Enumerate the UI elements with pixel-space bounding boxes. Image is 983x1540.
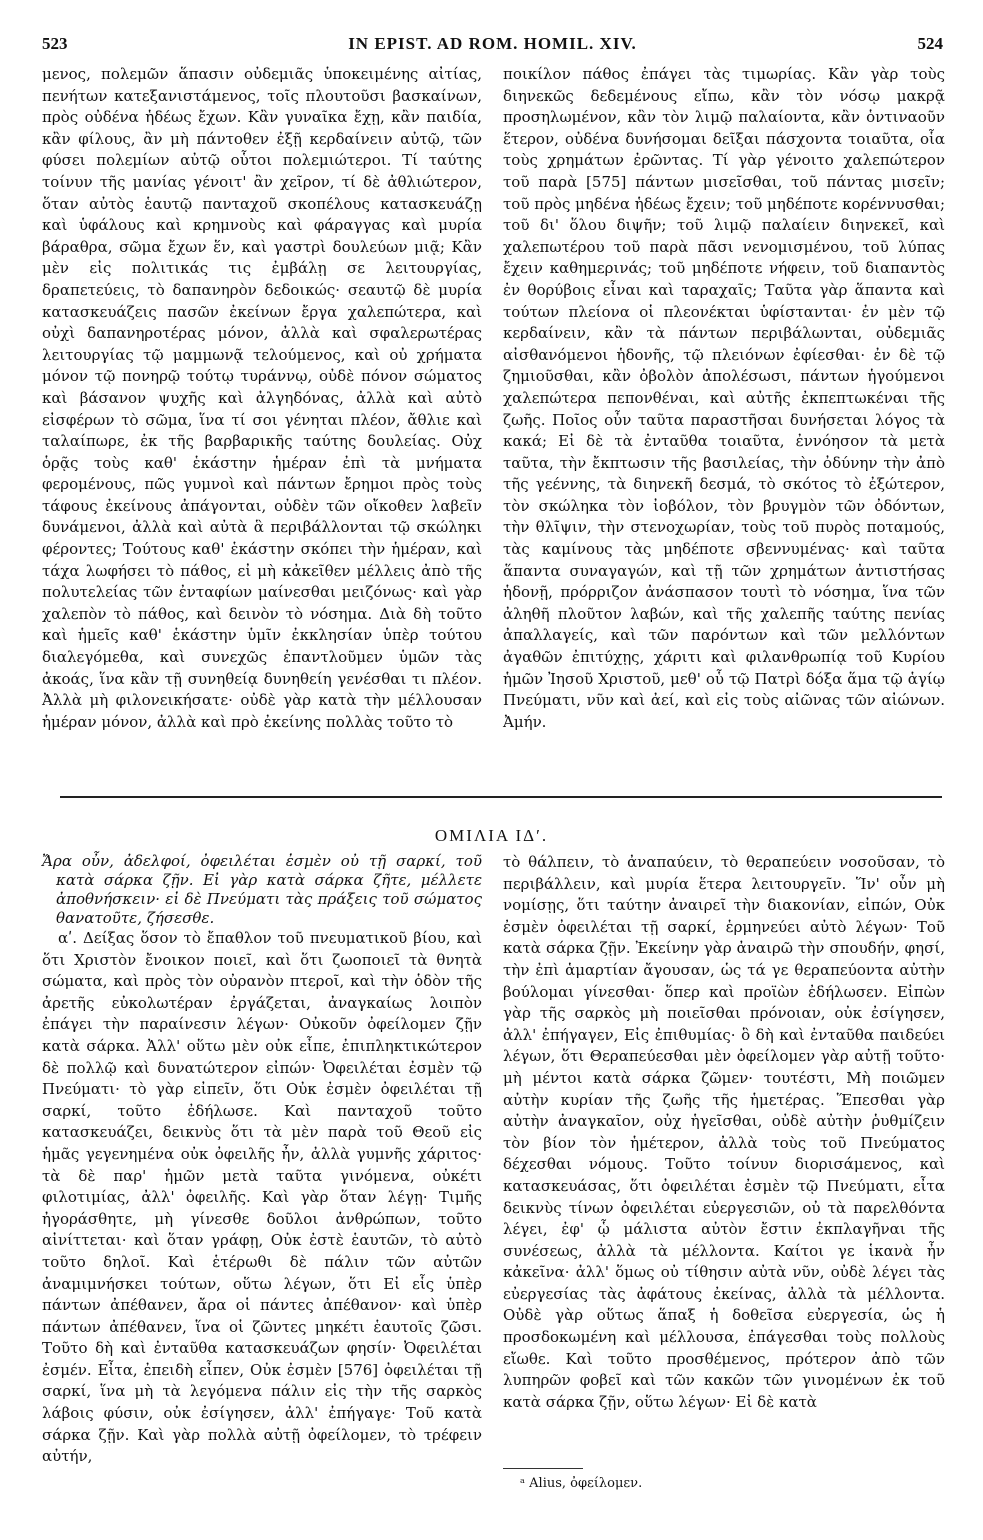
lower-left-column	[42, 852, 482, 1468]
footnote-rule	[503, 1468, 583, 1469]
upper-right-text: ποικίλον πάθος ἐπάγει τὰς τιμωρίας. Κἂν γὰρ τοὺς διηνεκῶς δεδεμένους εἴπω, κἂν τὸν νόσῳ μακρᾷ προσηλωμένον, κἂν τὸν λιμῷ παλαίοντα, κἂν ὁντιναοῦν ἕτερον, οὐδένα δυνήσομαι δεῖξαι πάσχοντα τοιαῦτα, οἷα τοὺς χρημάτων ἐρῶντας. Τί γὰρ γένοιτο χαλεπώτερον τοῦ παρὰ [575] πάντων μισεῖσθαι, τοῦ πάντας μισεῖν; τοῦ πρὸς μηδένα ἡδέως ἔχειν; τοῦ μηδέποτε κορέννυσθαι; τοῦ δι' ὅλου διψῆν; τοῦ λιμῷ παλαίειν διηνεκεῖ, καὶ χαλεπωτέρου τοῦ παρὰ πᾶσι νενομισμένου, τοῦ λύπας ἔχειν καθημερινάς; τοῦ μηδέποτε νήφειν, τοῦ διαπαντὸς ἐν θορύβοις εἶναι καὶ ταραχαῖς; Ταῦτα γὰρ ἅπαντα καὶ τούτων πλείονα οἱ πλεονέκται ὑφίστανται· ἐν μὲν τῷ κερδαίνειν, κἂν τὰ πάντων περιβάλωνται, οὐδεμιᾶς αἰσθανόμενοι ἡδονῆς, τῷ πλειόνων ἐφίεσθαι· ἐν δὲ τῷ ζημιοῦσθαι, κἂν ὀβολὸν ἀπολέσωσι, πάντων ἡγούμενοι χαλεπώτερα πεπονθέναι, καὶ αὐτῆς ἐκπεπτωκέναι τῆς ζωῆς. Ποῖος οὖν ταῦτα παραστῆσαι δυνήσεται λόγος τὰ κακά; Εἰ δὲ τὰ ἐνταῦθα τοιαῦτα, ἐννόησον τὰ μετὰ ταῦτα, τὴν ἔκπτωσιν τῆς βασιλείας, τὴν ὀδύνην τὴν ἀπὸ τῆς γεέννης, τὰ διηνεκῆ δεσμά, τὸ σκότος τὸ ἐξώτερον, τὸν σκώληκα τὸν ἰοβόλον, τὸν βρυγμὸν τῶν ὀδόντων, τὴν θλῖψιν, τὴν στενοχωρίαν, τοὺς τοῦ πυρὸς ποταμούς, τὰς καμίνους τὰς μηδέποτε σβεννυμένας· καὶ ταῦτα ἅπαντα συναγαγών, καὶ τῇ τῶν χρημάτων ἀντιστήσας ἡδονῇ, πρόρριζον ἀνάσπασον τουτὶ τὸ νόσημα, ἵνα τῶν ἀληθῆ πλοῦτον λαβών, καὶ τῆς χαλεπῆς ταύτης πενίας ἀπαλλαγείς, καὶ τῶν παρόντων καὶ τῶν μελλόντων ἀγαθῶν ἐπιτύχῃς, χάριτι καὶ φιλανθρωπίᾳ τοῦ Κυρίου ἡμῶν Ἰησοῦ Χριστοῦ, μεθ' οὗ τῷ Πατρὶ δόξα ἅμα τῷ ἁγίῳ Πνεύματι, νῦν καὶ ἀεί, καὶ εἰς τοὺς αἰῶνας τῶν αἰώνων. Ἀμήν.	[503, 65, 945, 731]
lower-left-text: αʹ. Δείξας ὅσον τὸ ἔπαθλον τοῦ πνευματικοῦ βίου, καὶ ὅτι Χριστὸν ἔνοικον ποιεῖ, καὶ ὅτι ζωοποιεῖ τὰ θνητὰ σώματα, καὶ πρὸς τὸν οὐρανὸν πτεροῖ, καὶ τὴν ὁδὸν τῆς ἀρετῆς εὐκολωτέραν ἐργάζεται, ἀναγκαίως λοιπὸν ἐπάγει τὴν παραίνεσιν λέγων· Οὐκοῦν ὀφείλομεν ζῇν κατὰ σάρκα. Ἀλλ' οὕτω μὲν οὐκ εἶπε, ἐπιπληκτικώτερον δὲ πολλῷ καὶ δυνατώτερον εἰπών· Ὀφειλέται ἐσμὲν τῷ Πνεύματι· τὸ γὰρ εἰπεῖν, ὅτι Οὐκ ἐσμὲν ὀφειλέται τῇ σαρκί, τοῦτο ἐδήλωσε. Καὶ πανταχοῦ τοῦτο κατασκευάζει, δεικνὺς ὅτι τὰ μὲν παρὰ τοῦ Θεοῦ εἰς ἡμᾶς γεγενημένα οὐκ ὀφειλῆς ἦν, ἀλλὰ γυμνῆς χάριτος· τὰ δὲ παρ' ἡμῶν μετὰ ταῦτα γινόμενα, οὐκέτι φιλοτιμίας, ἀλλ' ὀφειλῆς. Καὶ γὰρ ὅταν λέγῃ· Τιμῆς ἠγοράσθητε, μὴ γίνεσθε δοῦλοι ἀνθρώπων, τοῦτο αἰνίττεται· καὶ ὅταν γράφῃ, Οὐκ ἐστὲ ἑαυτῶν, τὸ αὐτὸ τοῦτο δηλοῖ. Καὶ ἑτέρωθι δὲ πάλιν τῶν αὐτῶν ἀναμιμνήσκει τούτων, οὕτω λέγων, ὅτι Εἰ εἷς ὑπὲρ πάντων ἀπέθανεν, ἄρα οἱ πάντες ἀπέθανον· καὶ ὑπὲρ πάντων ἀπέθανεν, ἵνα οἱ ζῶντες μηκέτι ἑαυτοῖς ζῶσι. Τοῦτο δὴ καὶ ἐνταῦθα κατασκευάζων φησίν· Ὀφειλέται ἐσμέν. Εἶτα, ἐπειδὴ εἶπεν, Οὐκ ἐσμὲν [576] ὀφειλέται τῇ σαρκί, ἵνα μὴ τὰ λεγόμενα πάλιν εἰς τὴν τῆς σαρκὸς λάβοις φύσιν, οὐκ ἐσίγησεν, ἀλλ' ἐπήγαγε· Τοῦ κατὰ σάρκα ζῇν. Καὶ γὰρ πολλὰ αὐτῇ ὀφείλομεν, τὸ τρέφειν αὐτήν,	[42, 929, 482, 1466]
section-divider	[60, 796, 942, 798]
page-number-right: 524	[917, 34, 943, 53]
lower-right-column	[503, 852, 945, 1413]
running-header	[42, 34, 943, 60]
running-title: IN EPIST. AD ROM. HOMIL. XIV.	[348, 34, 637, 53]
scripture-lemma: Ἄρα οὖν, ἀδελφοί, ὀφειλέται ἐσμὲν οὐ τῇ σαρκί, τοῦ κατὰ σάρκα ζῇν. Εἰ γὰρ κατὰ σάρκα ζῆτε, μέλλετε ἀποθνήσκειν· εἰ δὲ Πνεύματι τὰς πράξεις τοῦ σώματος θανατοῦτε, ζήσεσθε.	[42, 852, 482, 927]
page-number-left: 523	[42, 34, 68, 53]
upper-right-column	[503, 64, 945, 733]
upper-left-text: μενος, πολεμῶν ἅπασιν οὐδεμιᾶς ὑποκειμένης αἰτίας, πενήτων κατεξανιστάμενος, τοῖς πλουτοῦσι βασκαίνων, πρὸς οὐδένα ἡδέως ἔχων. Κἂν γυναῖκα ἔχῃ, κἂν παιδία, κἂν φίλους, ἂν μὴ πάντοθεν ἐξῇ κερδαίνειν αὐτῷ, τῶν φύσει πολεμίων αὐτῷ οὗτοι πολεμιώτεροι. Τί ταύτης τοίνυν τῆς μανίας γένοιτ' ἂν χεῖρον, τί δὲ ἀθλιώτερον, ὅταν αὐτὸς ἑαυτῷ πανταχοῦ σκοπέλους κατασκευάζῃ καὶ ὑφάλους καὶ κρημνοὺς καὶ φάραγγας καὶ μυρία βάραθρα, σῶμα ἔχων ἕν, καὶ γαστρὶ δουλεύων μιᾷ; Κἂν μὲν εἰς πολιτικάς τις ἐμβάλῃ σε λειτουργίας, δραπετεύεις, τὸ δαπανηρὸν δεδοικώς· σεαυτῷ δὲ μυρία κατασκευάζεις πασῶν ἐκείνων ἔργα χαλεπώτερα, καὶ οὐχὶ δαπανηροτέρας μόνον, ἀλλὰ καὶ σφαλερωτέρας λειτουργίας τῷ μαμμωνᾷ τελούμενος, καὶ οὐ χρήματα μόνον τῷ πονηρῷ τούτῳ τυράννῳ, οὐδὲ πόνον σώματος καὶ βάσανον ψυχῆς καὶ ἀλγηδόνας, ἀλλὰ καὶ αὐτὸ εἰσφέρων τὸ σῶμα, ἵνα τί σοι γένηται πλέον, ἄθλιε καὶ ταλαίπωρε, ἐκ τῆς βαρβαρικῆς ταύτης δουλείας. Οὐχ ὁρᾷς τοὺς καθ' ἑκάστην ἡμέραν ἐπὶ τὰ μνήματα φερομένους, πῶς γυμνοὶ καὶ πάντων ἔρημοι πρὸς τοὺς τάφους ἐκείνους ἀπάγονται, οὐδὲν τῶν οἴκοθεν λαβεῖν δυνάμενοι, ἀλλὰ καὶ αὐτὰ ἃ περιβάλλονται τῷ σκώληκι φέροντες; Τούτους καθ' ἑκάστην σκόπει τὴν ἡμέραν, καὶ τάχα λωφήσει τὸ πάθος, εἰ μὴ κἀκεῖθεν μέλλεις ἀπὸ τῆς πολυτελείας τῶν ἐνταφίων μαίνεσθαι μειζόνως· καὶ γὰρ χαλεπὸν τὸ πάθος, καὶ δεινὸν τὸ νόσημα. Διὰ δὴ τοῦτο καὶ ἡμεῖς καθ' ἑκάστην ὑμῖν ἐκκλησίαν ὑπὲρ τούτου διαλεγόμεθα, καὶ συνεχῶς ἐπαντλοῦμεν ὑμῶν τὰς ἀκοάς, ἵνα κἂν τῇ συνηθείᾳ δυνηθείη γενέσθαι τι πλέον. Ἀλλὰ μὴ φιλονεικήσατε· οὐδὲ γὰρ κατὰ τὴν μέλλουσαν ἡμέραν μόνον, ἀλλὰ καὶ πρὸ ἐκείνης πολλὰς τοῦτο τὸ	[42, 65, 482, 731]
homily-title: ΟΜΙΛΙΑ ΙΔʹ.	[434, 826, 549, 845]
lower-right-text: τὸ θάλπειν, τὸ ἀναπαύειν, τὸ θεραπεύειν νοσοῦσαν, τὸ περιβάλλειν, καὶ μυρία ἕτερα λειτουργεῖν. Ἵν' οὖν μὴ νομίσῃς, ὅτι ταύτην ἀναιρεῖ τὴν διακονίαν, εἰπών, Οὐκ ἐσμὲν ὀφειλέται τῇ σαρκί, ἑρμηνεύει αὐτὸ λέγων· Τοῦ κατὰ σάρκα ζῇν. Ἐκείνην γὰρ ἀναιρῶ τὴν σπουδήν, φησί, τὴν ἐπὶ ἁμαρτίαν ἄγουσαν, ὡς τά γε θεραπεύοντα αὐτὴν βούλομαι γίνεσθαι· ὅπερ καὶ προϊὼν ἐδήλωσεν. Εἰπὼν γὰρ τῆς σαρκὸς μὴ ποιεῖσθαι πρόνοιαν, οὐκ ἐσίγησεν, ἀλλ' ἐπήγαγεν, Εἰς ἐπιθυμίας· ὃ δὴ καὶ ἐνταῦθα παιδεύει λέγων, ὅτι Θεραπεύεσθαι μὲν ὀφείλομεν γὰρ αὐτῇ τοῦτο· μὴ μέντοι κατὰ σάρκα ζῶμεν· τουτέστι, Μὴ ποιῶμεν αὐτὴν κυρίαν τῆς ζωῆς τῆς ἡμετέρας. Ἕπεσθαι γὰρ αὐτὴν ἀναγκαῖον, οὐχ ἡγεῖσθαι, οὐδὲ αὐτὴν ῥυθμίζειν τὸν βίον τὸν ἡμέτερον, ἀλλὰ τοὺς τοῦ Πνεύματος δέχεσθαι νόμους. Τοῦτο τοίνυν διορισάμενος, καὶ κατασκευάσας, ὅτι ὀφειλέται ἐσμὲν τῷ Πνεύματι, εἶτα δεικνὺς τίνων ὀφειλέται εὐεργεσιῶν, οὐ τὰ παρελθόντα λέγει, ἐφ' ᾧ μάλιστα αὐτὸν ἔστιν ἐκπλαγῆναι τῆς συνέσεως, ἀλλὰ τὰ μέλλοντα. Καίτοι γε ἱκανὰ ἦν κἀκεῖνα· ἀλλ' ὅμως οὐ τίθησιν αὐτὰ νῦν, οὐδὲ λέγει τὰς εὐεργεσίας τὰς ἀφάτους ἐκείνας, ἀλλὰ τὰ μέλλοντα. Οὐδὲ γὰρ οὕτως ἅπαξ ἡ δοθεῖσα εὐεργεσία, ὡς ἡ προσδοκωμένη καὶ μέλλουσα, ἐπάγεσθαι τοὺς πολλοὺς εἴωθε. Καὶ τοῦτο προσθέμενος, πρότερον ἀπὸ τῶν λυπηρῶν φοβεῖ καὶ τῶν κακῶν τῶν γινομένων ἐκ τοῦ κατὰ σάρκα ζῇν, οὕτω λέγων· Εἰ δὲ κατὰ	[503, 853, 945, 1411]
upper-left-column	[42, 64, 482, 733]
footnote: ᵃ Alius, ὀφείλομεν.	[520, 1476, 643, 1491]
